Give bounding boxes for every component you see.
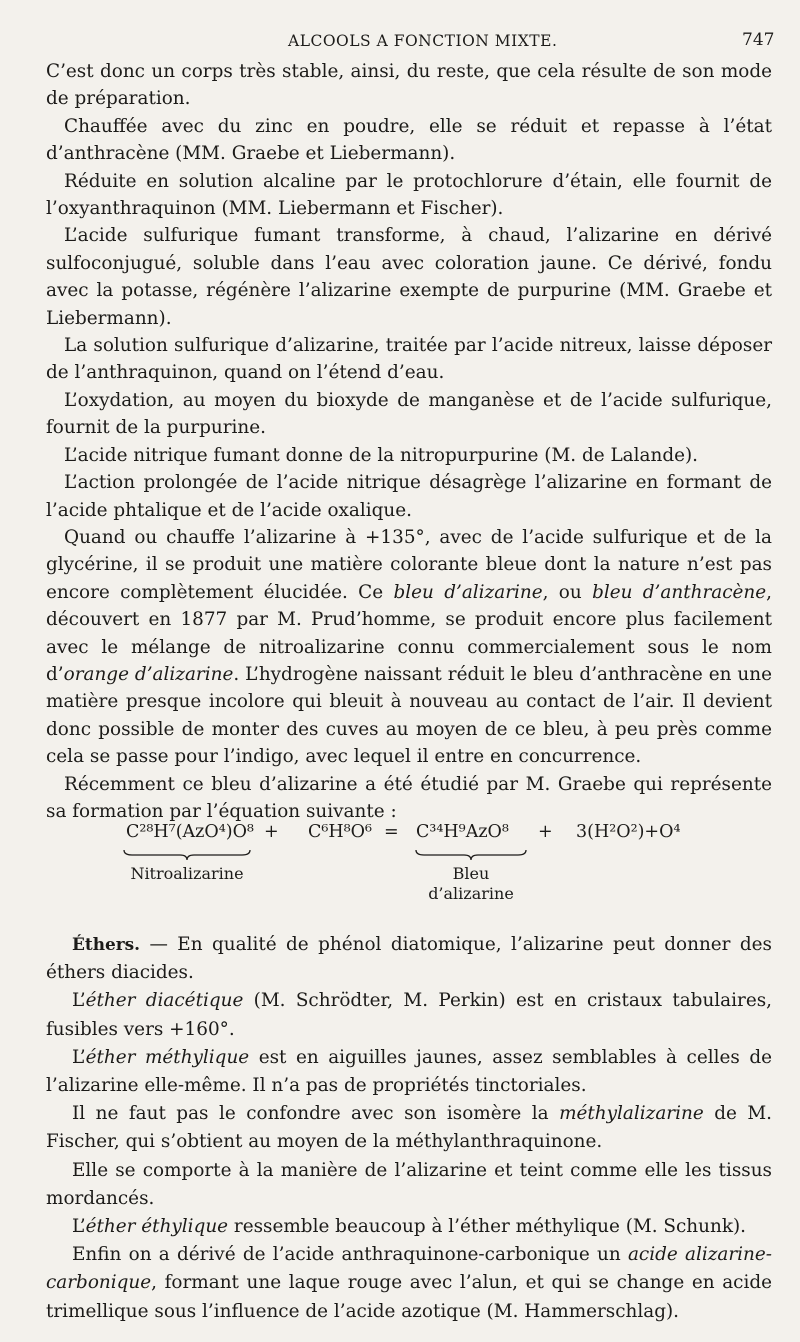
underbrace-icon <box>122 848 252 862</box>
paragraph: La solution sulfurique d’alizarine, traitée par l’acide nitreux, laisse déposer de l’anthraquinon, quand on l’étend d’eau. <box>46 335 772 384</box>
paragraph: Réduite en solution alcaline par le protochlorure d’étain, elle fournit de l’oxyanthraquinon (MM. Liebermann et Fischer). <box>46 170 772 220</box>
section-heading: Éthers. <box>72 934 141 954</box>
equation-term-nitroalizarine: C²⁸H⁷(AzO⁴)O⁸ <box>126 822 254 842</box>
paragraph: L’action prolongée de l’acide nitrique désagrège l’alizarine en formant de l’acide phtalique et de l’acide oxalique. <box>46 472 772 521</box>
chemical-equation <box>46 812 772 912</box>
underbrace-icon <box>414 848 528 862</box>
text-run: Enfin on a dérivé de l’acide anthraquinone-carbonique un <box>72 1244 628 1266</box>
text-run: , formant une laque rouge avec l’alun, et qui se change en acide trimellique sous l’influence de l’acide azotique (M. Hammerschlag). <box>46 1272 772 1322</box>
label-line: Bleu <box>452 864 490 883</box>
paragraph: Chauffée avec du zinc en poudre, elle se réduit et repasse à l’état d’anthracène (MM. Graebe et Liebermann). <box>46 115 772 165</box>
text-run: Quand ou chauffe l’alizarine à +135°, avec de l’acide sulfurique et de la glycérine, il se produit une matière colorante bleue dont la nature n’est pas encore complètement élucidée. Ce <box>46 526 772 603</box>
paragraph: L’acide sulfurique fumant transforme, à chaud, l’alizarine en dérivé sulfoconjugué, soluble dans l’eau avec coloration jaune. Ce dérivé, fondu avec la potasse, régénère l’alizarine exempte de purpurine (MM. Graebe et Liebermann). <box>46 225 772 329</box>
paragraph <box>46 1213 772 1241</box>
body-text-ethers <box>46 930 772 1326</box>
body-text-upper <box>46 58 772 825</box>
text-run: de M. Fischer, qui s’obtient au moyen de la méthylanthraquinone. <box>46 1103 773 1153</box>
text-run: , ou <box>542 581 593 603</box>
text-run: L’ <box>72 1046 86 1068</box>
text-run: L’ <box>72 990 86 1012</box>
italic-term: bleu d’anthracène <box>592 581 767 603</box>
paragraph <box>46 987 772 1043</box>
text-run: ressemble beaucoup à l’éther méthylique (M. Schunk). <box>228 1216 747 1238</box>
equation-equals: = <box>384 822 399 842</box>
text-run: L’ <box>72 1216 86 1238</box>
text-run: — En qualité de phénol diatomique, l’alizarine peut donner des éthers diacides. <box>46 934 772 984</box>
italic-term: méthylalizarine <box>559 1103 704 1125</box>
italic-term: bleu d’alizarine <box>393 581 543 603</box>
italic-term: éther diacétique <box>85 990 244 1012</box>
label-nitroalizarine: Nitroalizarine <box>130 864 244 883</box>
label-line: d’alizarine <box>428 884 514 903</box>
text-run: . L’hydrogène naissant réduit le bleu d’anthracène en une matière presque incolore qui bleuit à nouveau au contact de l’air. Il devient donc possible de monter des cuves au moyen de ce bleu, à peu près comme cela se passe pour l’indigo, avec lequel il entre en concurrence. <box>46 663 773 768</box>
italic-term: acide alizarine-carbonique <box>46 1244 772 1294</box>
equation-plus: + <box>264 822 279 842</box>
paragraph: L’oxydation, au moyen du bioxyde de manganèse et de l’acide sulfurique, fournit de la purpurine. <box>46 389 772 439</box>
running-header <box>0 30 800 54</box>
paragraph: C’est donc un corps très stable, ainsi, du reste, que cela résulte de son mode de préparation. <box>46 61 772 110</box>
italic-term: orange d’alizarine <box>63 663 234 685</box>
paragraph-bleu-alizarine <box>46 524 772 771</box>
text-run: (M. Schrödter, M. Perkin) est en cristaux tabulaires, fusibles vers +160°. <box>46 990 772 1040</box>
label-bleu-alizarine <box>414 864 528 904</box>
paragraph <box>46 1241 772 1326</box>
italic-term: éther méthylique <box>85 1046 250 1068</box>
paragraph: Récemment ce bleu d’alizarine a été étudié par M. Graebe qui représente sa formation par l’équation suivante : <box>46 773 772 822</box>
equation-plus: + <box>538 822 553 842</box>
page-number: 747 <box>742 30 775 50</box>
text-run: , découvert en 1877 par M. Prud’homme, se produit encore plus facilement avec le mélange de nitroalizarine connu commercialement sous le nom d’ <box>46 581 772 685</box>
paragraph <box>46 1100 772 1156</box>
equation-term-bleu: C³⁴H⁹AzO⁸ <box>416 822 509 842</box>
text-run: est en aiguilles jaunes, assez semblables à celles de l’alizarine elle-même. Il n’a pas de propriétés tinctoriales. <box>46 1046 772 1097</box>
paragraph: Elle se comporte à la manière de l’alizarine et teint comme elle les tissus mordancés. <box>46 1159 772 1209</box>
running-title: ALCOOLS A FONCTION MIXTE. <box>288 32 558 50</box>
paragraph: L’acide nitrique fumant donne de la nitropurpurine (M. de Lalande). <box>64 444 699 466</box>
paragraph <box>46 1044 772 1100</box>
equation-term-glycerine: C⁶H⁸O⁶ <box>308 822 373 842</box>
paragraph-ethers-heading <box>46 930 772 987</box>
text-run: Il ne faut pas le confondre avec son isomère la <box>72 1103 560 1125</box>
italic-term: éther éthylique <box>85 1216 229 1238</box>
equation-term-water-oxygen: 3(H²O²)+O⁴ <box>576 822 681 842</box>
